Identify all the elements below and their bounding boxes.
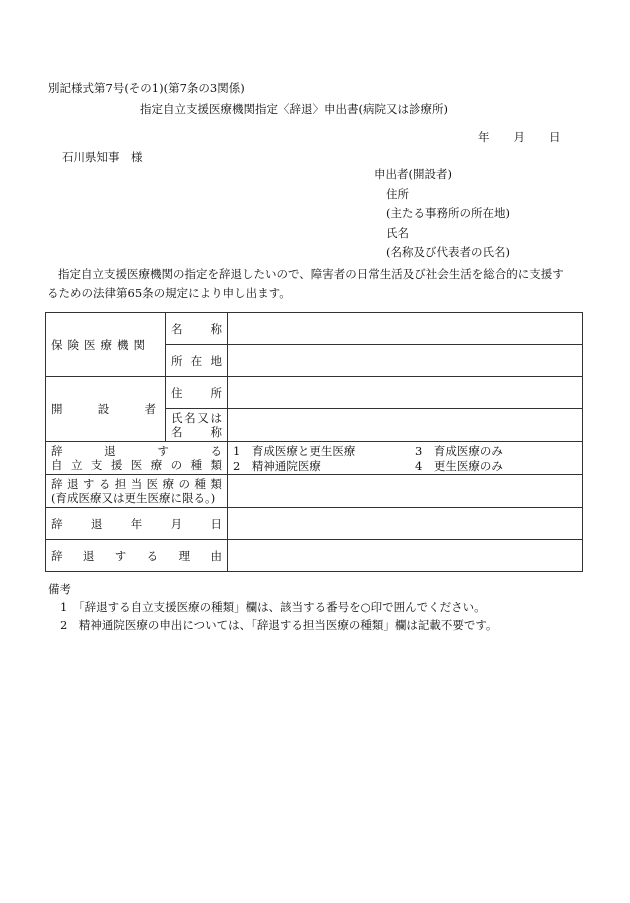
kind-option-1[interactable]: 1 育成医療と更生医療 bbox=[233, 443, 356, 458]
char: 医 bbox=[146, 477, 159, 491]
institution-location-field[interactable] bbox=[228, 345, 583, 377]
medical-type-label bbox=[46, 475, 228, 508]
char: 退 bbox=[66, 477, 79, 491]
char: 類 bbox=[210, 458, 222, 472]
withdraw-date-field[interactable] bbox=[228, 508, 583, 540]
char: 辞 bbox=[51, 516, 63, 531]
applicant-name-note: (名称及び代表者の氏名) bbox=[386, 245, 510, 259]
withdraw-kind-label bbox=[46, 442, 228, 475]
char: の bbox=[170, 458, 183, 472]
char: る bbox=[210, 444, 222, 458]
notes-heading: 備考 bbox=[48, 582, 71, 596]
withdraw-kind-line1 bbox=[51, 444, 222, 458]
applicant-block bbox=[374, 165, 510, 263]
withdraw-reason-field[interactable] bbox=[228, 540, 583, 572]
document-title: 指定自立支援医療機関指定〈辞退〉申出書(病院又は診療所) bbox=[140, 102, 448, 116]
kind-option-3[interactable]: 3 育成医療のみ bbox=[415, 443, 503, 458]
note-item-1: 1 「辞退する自立支援医療の種類」欄は、該当する番号を○印で囲んでください。 bbox=[60, 600, 486, 614]
char: 類 bbox=[210, 477, 222, 491]
char: す bbox=[157, 444, 169, 458]
char: す bbox=[114, 548, 127, 563]
insurance-institution-label bbox=[46, 313, 166, 377]
char: 種 bbox=[194, 477, 206, 491]
char: 自 bbox=[51, 458, 63, 472]
founder-address-field[interactable] bbox=[228, 377, 583, 409]
founder-name-line2 bbox=[171, 425, 222, 439]
char: 名 bbox=[171, 425, 183, 439]
application-form-table bbox=[45, 312, 583, 572]
institution-location-label bbox=[166, 345, 228, 377]
char: 設 bbox=[97, 402, 110, 416]
date-day: 日 bbox=[549, 130, 561, 144]
char: 所 bbox=[171, 353, 183, 368]
char: 住 bbox=[171, 385, 183, 400]
declaration-text bbox=[47, 265, 587, 303]
char: す bbox=[82, 477, 95, 491]
founder-label bbox=[46, 377, 166, 442]
withdraw-date-label bbox=[46, 508, 228, 540]
medical-type-field[interactable] bbox=[228, 475, 583, 508]
char: 辞 bbox=[51, 444, 63, 458]
char: 氏 bbox=[171, 411, 183, 425]
char: 退 bbox=[82, 548, 95, 563]
char: 理 bbox=[178, 548, 191, 563]
declaration-line-2: るための法律第65条の規定により申し出ます。 bbox=[47, 286, 291, 300]
applicant-label: 申出者(開設者) bbox=[374, 167, 452, 181]
kind-options-grid bbox=[233, 443, 577, 474]
char: 辞 bbox=[51, 477, 63, 491]
char: 称 bbox=[210, 425, 222, 439]
medical-type-line1 bbox=[51, 477, 222, 491]
medical-type-line2: (育成医療又は更生医療に限る。) bbox=[51, 491, 216, 505]
date-month: 月 bbox=[513, 130, 525, 144]
founder-name-line1 bbox=[171, 411, 222, 425]
char: 年 bbox=[130, 516, 143, 531]
form-number-label: 別記様式第7号(その1)(第7条の3関係) bbox=[48, 81, 245, 95]
char: 名 bbox=[171, 321, 183, 336]
declaration-line-1: 指定自立支援医療機関の指定を辞退したいので、障害者の日常生活及び社会生活を総合的に支援す bbox=[58, 267, 564, 281]
withdraw-kind-options bbox=[228, 442, 583, 475]
kind-option-4[interactable]: 4 更生医療のみ bbox=[415, 458, 503, 473]
addressee: 石川県知事 様 bbox=[62, 150, 143, 164]
char: 医 bbox=[130, 458, 143, 472]
char: 月 bbox=[170, 516, 183, 531]
institution-name-field[interactable] bbox=[228, 313, 583, 345]
char: 称 bbox=[210, 321, 222, 336]
char: 立 bbox=[70, 458, 83, 472]
founder-spread bbox=[51, 402, 160, 416]
char: 退 bbox=[104, 444, 116, 458]
founder-name-label bbox=[166, 409, 228, 442]
char: 開 bbox=[51, 402, 63, 416]
applicant-address-note: (主たる事務所の所在地) bbox=[386, 206, 510, 220]
notes-section bbox=[48, 580, 497, 634]
note-item-2: 2 精神通院医療の申出については、「辞退する担当医療の種類」欄は記載不要です。 bbox=[60, 618, 498, 632]
institution-location-spread bbox=[171, 354, 222, 368]
char: の bbox=[178, 477, 190, 491]
char: 者 bbox=[144, 402, 156, 416]
withdraw-reason-spread bbox=[51, 549, 222, 563]
char: 種 bbox=[190, 458, 203, 472]
withdraw-reason-label bbox=[46, 540, 228, 572]
institution-name-spread bbox=[171, 322, 222, 336]
applicant-name-label: 氏名 bbox=[386, 225, 409, 240]
withdraw-kind-line2 bbox=[51, 458, 222, 472]
institution-name-label bbox=[166, 313, 228, 345]
char: 在 bbox=[190, 353, 203, 368]
char: 支 bbox=[90, 458, 103, 472]
char: 担 bbox=[114, 477, 127, 491]
char: る bbox=[98, 477, 111, 491]
char: 名 bbox=[184, 411, 196, 425]
date-year: 年 bbox=[478, 130, 490, 144]
char: は bbox=[210, 411, 222, 425]
char: 日 bbox=[210, 516, 222, 531]
founder-address-label bbox=[166, 377, 228, 409]
char: 由 bbox=[210, 548, 222, 563]
date-line bbox=[478, 130, 561, 144]
char: 療 bbox=[162, 477, 175, 491]
founder-name-field[interactable] bbox=[228, 409, 583, 442]
char: 退 bbox=[90, 516, 103, 531]
withdraw-date-spread bbox=[51, 517, 222, 531]
char: 又 bbox=[197, 411, 209, 425]
founder-address-spread bbox=[171, 386, 222, 400]
char: 援 bbox=[110, 458, 123, 472]
char: る bbox=[146, 548, 159, 563]
char: 療 bbox=[150, 458, 163, 472]
char: 地 bbox=[210, 353, 222, 368]
insurance-institution-text: 保険医療機関 bbox=[51, 337, 150, 352]
applicant-address-label: 住所 bbox=[386, 186, 409, 201]
char: 当 bbox=[130, 477, 143, 491]
kind-option-2[interactable]: 2 精神通院医療 bbox=[233, 458, 321, 473]
char: 所 bbox=[210, 385, 222, 400]
char: 辞 bbox=[51, 548, 63, 563]
